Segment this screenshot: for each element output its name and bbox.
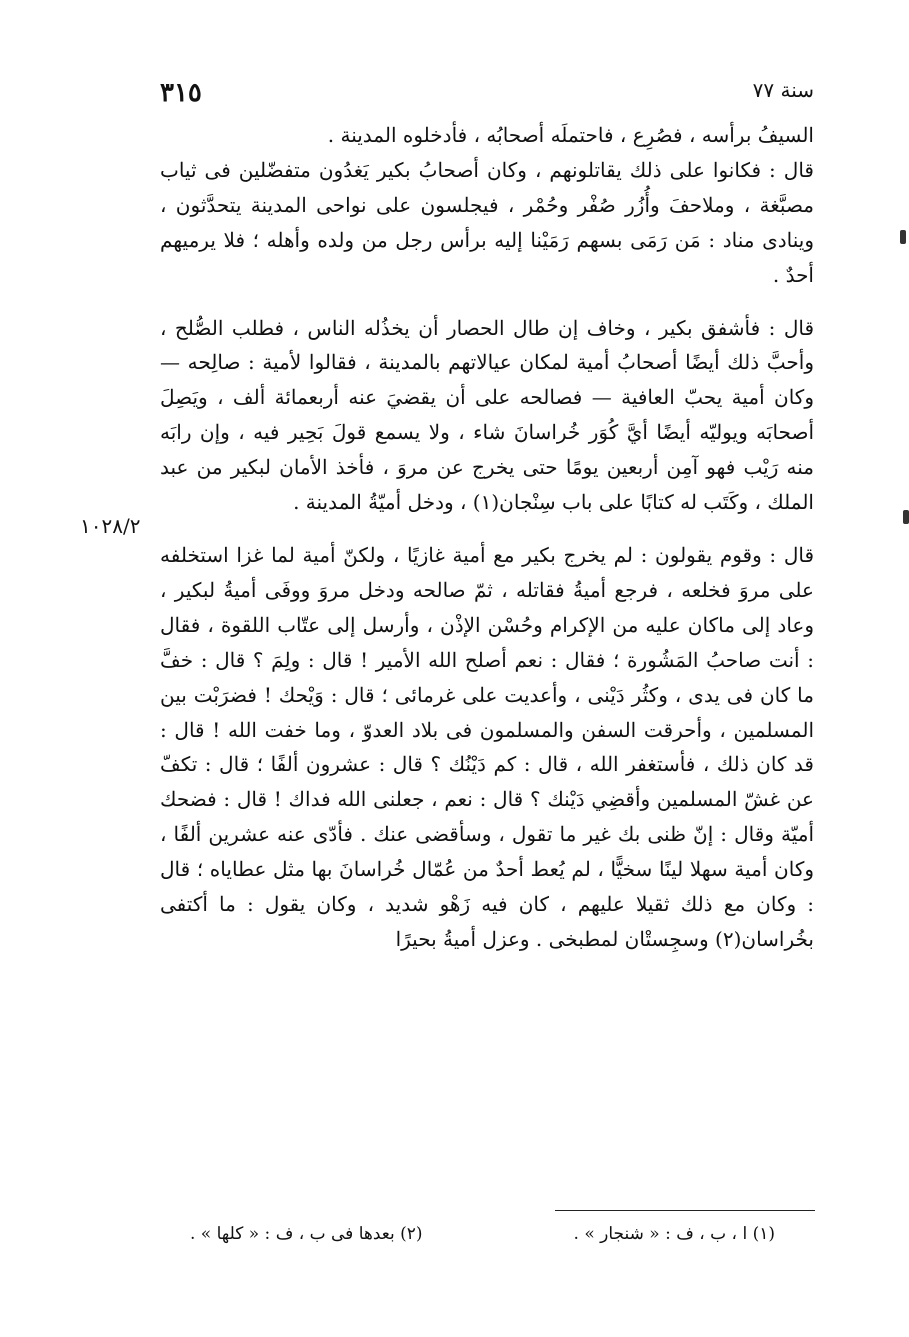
- margin-mark: [903, 510, 909, 524]
- paragraph: قال : فكانوا على ذلك يقاتلونهم ، وكان أصحابُ بكير يَغدُون متفضّلين فى ثياب مصبَّغة ، وملاحفَ وأُزُر صُفْر وحُمْر ، فيجلسون على نواحى المدينة يتحدَّثون ، وينادى مناد : مَن رَمَى بسهم رَمَيْنا إليه برأس رجل من ولده وأهله ؛ فلا يرميهم أحدٌ .: [160, 157, 814, 287]
- margin-reference: ١٠٢٨/٢: [80, 514, 141, 538]
- year-label: سنة ٧٧: [752, 78, 814, 102]
- footnotes: [190, 1224, 775, 1244]
- main-text: [160, 118, 814, 957]
- footnote-1: (١) ا ، ب ، ف : « شنجار » .: [573, 1224, 775, 1244]
- paragraph: قال : وقوم يقولون : لم يخرج بكير مع أمية غازيًا ، ولكنّ أمية لما غزا استخلفه على مروَ فخلعه ، فرجع أميةُ فقاتله ، ثمّ صالحه ودخل مروَ ووفَى أميةُ لبكير ، وعاد إلى ماكان عليه من الإكرام وحُسْن الإذْن ، وأرسل إلى عتّاب اللقوة ، فقال : أنت صاحبُ المَشُورة ؛ فقال : نعم أصلح الله الأمير ! قال : ولِمَ ؟ قال : خفَّ ما كان فى يدى ، وكثُر دَيْنى ، وأعديت على غرمائى ؛ قال : وَيْحك ! فضرَبْت بين المسلمين ، وأحرقت السفن والمسلمون فى بلاد العدوّ ، وما خفت الله ! قال : قد كان ذلك ، فأستغفر الله ، قال : كم دَيْنُك ؟ قال : عشرون ألفًا ؛ قال : تكفّ عن غشّ المسلمين وأقضِي دَيْنك ؟ قال : نعم ، جعلنى الله فداك ! قال : فضحك أميّة وقال : إنّ ظنى بك غير ما تقول ، وسأقضى عنك . فأدّى عنه عشرين ألفًا ، وكان أمية سهلا لينًا سخيًّا ، لم يُعط أحدٌ من عُمّال خُراسانَ بها مثل عطاياه ؛ قال : وكان مع ذلك ثقيلا عليهم ، كان فيه زَهْو شديد ، وكان يقول : ما أكتفى بخُراسان(٢) وسجِستْان لمطبخى . وعزل أميةُ بحيرًا: [160, 542, 814, 951]
- page-number: ٣١٥: [160, 78, 202, 108]
- paragraph: السيفُ برأسه ، فصُرِع ، فاحتملَه أصحابُه ، فأدخلوه المدينة .: [327, 123, 814, 147]
- footnote-divider: [555, 1210, 815, 1211]
- paragraph: قال : فأشفق بكير ، وخاف إن طال الحصار أن يخذُله الناس ، فطلب الصُّلح ، وأحبَّ ذلك أيضًا أصحابُ أمية لمكان عيالاتهم بالمدينة ، فقالوا لأمية : صالِحه — وكان أمية يحبّ العافية — فصالحه على أن يقضيَ عنه أربعمائة ألف ، ويَصِلَ أصحابَه ويوليّه أيضًا أيَّ كُوَر خُراسانَ شاء ، ولا يسمع قولَ بَحِير فيه ، وإن رابَه منه رَيْب فهو آمِن أربعين يومًا حتى يخرج عن مروَ ، فأخذ الأمان لبكير من عبد الملك ، وكَتَب له كتابًا على باب سِنْجان(١) ، ودخل أميّةُ المدينة .: [160, 315, 814, 515]
- margin-mark: [900, 230, 906, 244]
- footnote-2: (٢) بعدها فى ب ، ف : « كلها » .: [190, 1224, 423, 1244]
